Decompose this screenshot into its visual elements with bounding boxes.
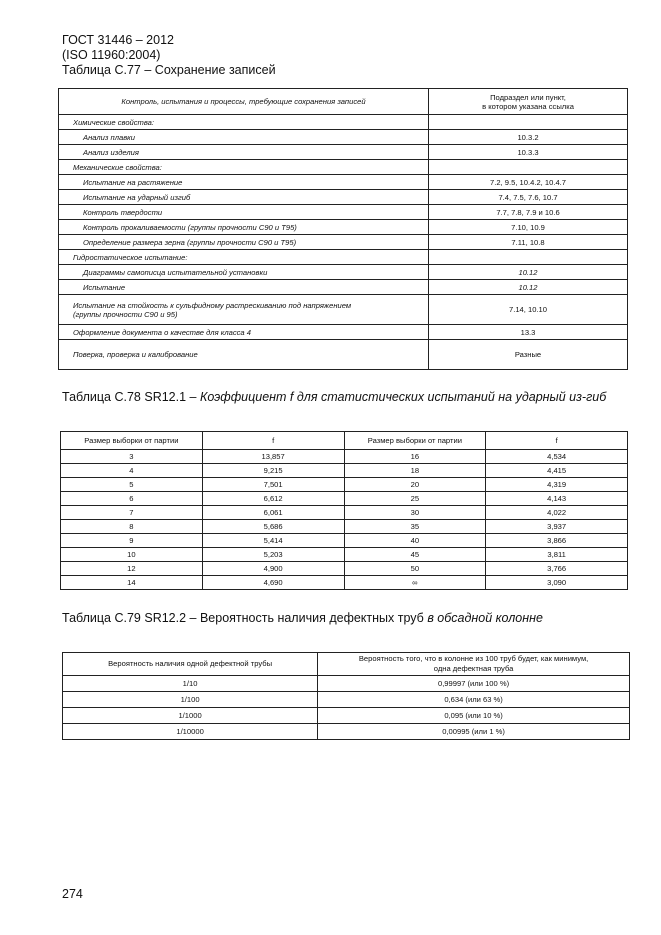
- table-cell: 0,99997 (или 100 %): [318, 676, 630, 692]
- table-row: [61, 548, 628, 562]
- table-cell: 9: [61, 534, 203, 548]
- table-c78-caption: [62, 389, 632, 406]
- table-cell: 5: [61, 478, 203, 492]
- table-cell: 4: [61, 464, 203, 478]
- table-cell: [59, 295, 429, 325]
- table-cell: Испытание на растяжение: [59, 175, 429, 190]
- table-cell: Контроль твердости: [59, 205, 429, 220]
- table-row: [63, 708, 630, 724]
- table-cell: 3,866: [486, 534, 628, 548]
- table-row: [61, 450, 628, 464]
- table-cell: 6,612: [202, 492, 344, 506]
- table-c77: [58, 88, 628, 370]
- table-row: [61, 576, 628, 590]
- table-row: [59, 295, 628, 325]
- table-cell: 13,857: [202, 450, 344, 464]
- caption-text: Таблица С.78 SR12.1 –: [62, 390, 200, 404]
- table-cell: 9,215: [202, 464, 344, 478]
- column-header: f: [202, 432, 344, 450]
- table-cell: 16: [344, 450, 486, 464]
- table-cell: 50: [344, 562, 486, 576]
- table-row: [61, 492, 628, 506]
- table-row: [61, 562, 628, 576]
- group-label: Гидростатическое испытание:: [59, 250, 429, 265]
- table-cell: [429, 115, 628, 130]
- caption-italic-text: Коэффициент f для статистических испытаний на ударный из-гиб: [199, 390, 607, 404]
- column-header: Размер выборки от партии: [344, 432, 486, 450]
- table-c78: [60, 431, 628, 590]
- table-row: [59, 145, 628, 160]
- table-cell: 3,090: [486, 576, 628, 590]
- table-row: [59, 205, 628, 220]
- table-cell: 30: [344, 506, 486, 520]
- table-row: [59, 115, 628, 130]
- cell-line: Испытание на стойкость к сульфидному растрескиванию под напряжением: [73, 300, 352, 310]
- table-body: [61, 450, 628, 590]
- table-cell: 7.2, 9.5, 10.4.2, 10.4.7: [429, 175, 628, 190]
- table-row: [59, 280, 628, 295]
- table-cell: 3: [61, 450, 203, 464]
- table-cell: 4,415: [486, 464, 628, 478]
- table-cell: 5,686: [202, 520, 344, 534]
- table-cell: 20: [344, 478, 486, 492]
- table-cell: Контроль прокаливаемости (группы прочности С90 и Т95): [59, 220, 429, 235]
- table-cell: [429, 160, 628, 175]
- table-header-row: [59, 89, 628, 115]
- table-row: [61, 520, 628, 534]
- table-cell: Разные: [429, 340, 628, 370]
- group-label: Механические свойства:: [59, 160, 429, 175]
- table-cell: 10.12: [429, 265, 628, 280]
- table-body: [63, 676, 630, 740]
- table-row: [63, 692, 630, 708]
- table-cell: Анализ плавки: [59, 130, 429, 145]
- table-cell: 14: [61, 576, 203, 590]
- table-c79-caption: [62, 610, 632, 627]
- table-row: [61, 506, 628, 520]
- column-header-line: одна дефектная труба: [433, 664, 514, 673]
- table-cell: Анализ изделия: [59, 145, 429, 160]
- table-row: [59, 130, 628, 145]
- table-cell: 12: [61, 562, 203, 576]
- table-row: [59, 340, 628, 370]
- table-cell: 1/100: [63, 692, 318, 708]
- table-cell: 4,690: [202, 576, 344, 590]
- table-cell: 7.14, 10.10: [429, 295, 628, 325]
- table-row: [59, 265, 628, 280]
- table-cell: 40: [344, 534, 486, 548]
- table-cell: 6: [61, 492, 203, 506]
- table-cell: 25: [344, 492, 486, 506]
- column-header-line: Подраздел или пункт,: [490, 92, 566, 102]
- document-header: [62, 33, 276, 78]
- table-cell: 1/10: [63, 676, 318, 692]
- table-cell: ∞: [344, 576, 486, 590]
- table-cell: 7: [61, 506, 203, 520]
- column-header-line: в котором указана ссылка: [482, 101, 574, 111]
- table-cell: 10.3.2: [429, 130, 628, 145]
- table-cell: [429, 250, 628, 265]
- table-cell: 0,095 (или 10 %): [318, 708, 630, 724]
- table-row: [59, 250, 628, 265]
- standard-number: ГОСТ 31446 – 2012: [62, 33, 174, 47]
- table-cell: 7,501: [202, 478, 344, 492]
- table-row: [59, 325, 628, 340]
- table-cell: 4,319: [486, 478, 628, 492]
- table-c77-caption: Таблица С.77 – Сохранение записей: [62, 63, 276, 77]
- table-cell: 0,634 (или 63 %): [318, 692, 630, 708]
- table-cell: 4,534: [486, 450, 628, 464]
- table-cell: 7.4, 7.5, 7.6, 10.7: [429, 190, 628, 205]
- column-header: [318, 653, 630, 676]
- table-row: [59, 190, 628, 205]
- table-cell: 5,203: [202, 548, 344, 562]
- table-row: [63, 724, 630, 740]
- group-label: Химические свойства:: [59, 115, 429, 130]
- table-row: [59, 220, 628, 235]
- table-cell: Испытание: [59, 280, 429, 295]
- table-cell: 18: [344, 464, 486, 478]
- iso-reference: (ISO 11960:2004): [62, 48, 161, 62]
- table-cell: 5,414: [202, 534, 344, 548]
- table-row: [61, 534, 628, 548]
- table-cell: 3,937: [486, 520, 628, 534]
- table-row: [59, 160, 628, 175]
- table-cell: Диаграммы самописца испытательной установки: [59, 265, 429, 280]
- table-cell: 4,900: [202, 562, 344, 576]
- column-header: Размер выборки от партии: [61, 432, 203, 450]
- table-row: [61, 464, 628, 478]
- table-cell: Оформление документа о качестве для класса 4: [59, 325, 429, 340]
- table-header-row: [63, 653, 630, 676]
- table-row: [59, 175, 628, 190]
- table-cell: Определение размера зерна (группы прочности С90 и Т95): [59, 235, 429, 250]
- table-cell: 8: [61, 520, 203, 534]
- table-cell: 4,022: [486, 506, 628, 520]
- table-cell: 0,00995 (или 1 %): [318, 724, 630, 740]
- table-cell: 7.10, 10.9: [429, 220, 628, 235]
- table-cell: 10.3.3: [429, 145, 628, 160]
- table-cell: 7.11, 10.8: [429, 235, 628, 250]
- caption-italic-text: в обсадной колонне: [427, 611, 543, 625]
- table-cell: 4,143: [486, 492, 628, 506]
- table-cell: 7.7, 7.8, 7.9 и 10.6: [429, 205, 628, 220]
- table-cell: 3,766: [486, 562, 628, 576]
- column-header: f: [486, 432, 628, 450]
- table-row: [63, 676, 630, 692]
- table-row: [61, 478, 628, 492]
- table-cell: Поверка, проверка и калибрование: [59, 340, 429, 370]
- table-cell: 10.12: [429, 280, 628, 295]
- table-cell: 35: [344, 520, 486, 534]
- table-cell: 6,061: [202, 506, 344, 520]
- table-cell: 13.3: [429, 325, 628, 340]
- table-cell: 10: [61, 548, 203, 562]
- table-cell: Испытание на ударный изгиб: [59, 190, 429, 205]
- table-cell: 1/10000: [63, 724, 318, 740]
- table-cell: 45: [344, 548, 486, 562]
- column-header: Вероятность наличия одной дефектной трубы: [63, 653, 318, 676]
- column-header: Контроль, испытания и процессы, требующие сохранения записей: [59, 89, 429, 115]
- column-header: [429, 89, 628, 115]
- table-c79: [62, 652, 630, 740]
- column-header-line: Вероятность того, что в колонне из 100 труб будет, как минимум,: [358, 654, 589, 663]
- table-cell: 1/1000: [63, 708, 318, 724]
- page-number: 274: [62, 887, 83, 901]
- table-header-row: [61, 432, 628, 450]
- caption-text: Таблица С.79 SR12.2 – Вероятность наличия дефектных труб: [62, 611, 428, 625]
- table-row: [59, 235, 628, 250]
- cell-line: (группы прочности С90 и 95): [73, 309, 178, 319]
- table-cell: 3,811: [486, 548, 628, 562]
